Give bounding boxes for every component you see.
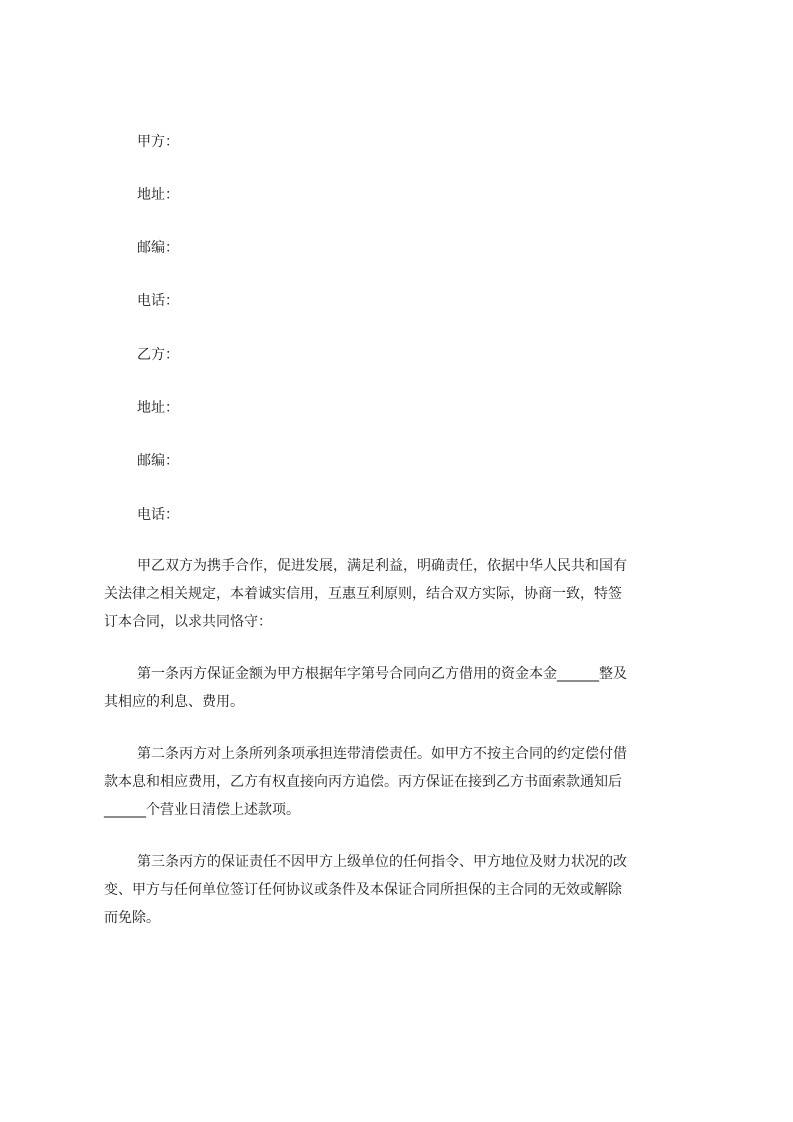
party-a-postcode-label: 邮编： bbox=[137, 240, 179, 256]
preamble-line: 关法律之相关规定，本着诚实信用，互惠互利原则，结合双方实际，协商一致，特签 bbox=[104, 586, 622, 602]
article-1-paragraph bbox=[104, 660, 704, 716]
preamble-paragraph bbox=[104, 552, 704, 636]
preamble-line: 甲乙双方为携手合作，促进发展，满足利益，明确责任，依据中华人民共和国有 bbox=[137, 558, 627, 574]
article-1-line: 其相应的利息、费用。 bbox=[104, 694, 244, 710]
party-a-phone-label: 电话： bbox=[137, 293, 179, 309]
article-1-line: 第一条丙方保证金额为甲方根据年字第号合同向乙方借用的资金本金______整及 bbox=[137, 666, 627, 682]
party-a-address-label: 地址： bbox=[137, 187, 179, 203]
article-3-line: 第三条丙方的保证责任不因甲方上级单位的任何指令、甲方地位及财力状况的改 bbox=[137, 854, 627, 870]
article-2-line: ______个营业日清偿上述款项。 bbox=[104, 802, 300, 818]
party-b-postcode-label: 邮编： bbox=[137, 453, 179, 469]
party-b-address-label: 地址： bbox=[137, 400, 179, 416]
article-2-line: 款本息和相应费用，乙方有权直接向丙方追偿。丙方保证在接到乙方书面索款通知后 bbox=[104, 774, 622, 790]
article-3-paragraph bbox=[104, 848, 704, 932]
article-2-paragraph bbox=[104, 740, 704, 824]
party-a-name-label: 甲方： bbox=[137, 134, 179, 150]
party-b-name-label: 乙方： bbox=[137, 347, 179, 363]
article-2-line: 第二条丙方对上条所列条项承担连带清偿责任。如甲方不按主合同的约定偿付借 bbox=[137, 746, 627, 762]
article-3-line: 而免除。 bbox=[104, 910, 160, 926]
article-3-line: 变、甲方与任何单位签订任何协议或条件及本保证合同所担保的主合同的无效或解除 bbox=[104, 882, 622, 898]
party-b-phone-label: 电话： bbox=[137, 507, 179, 523]
preamble-line: 订本合同，以求共同恪守： bbox=[104, 614, 272, 630]
